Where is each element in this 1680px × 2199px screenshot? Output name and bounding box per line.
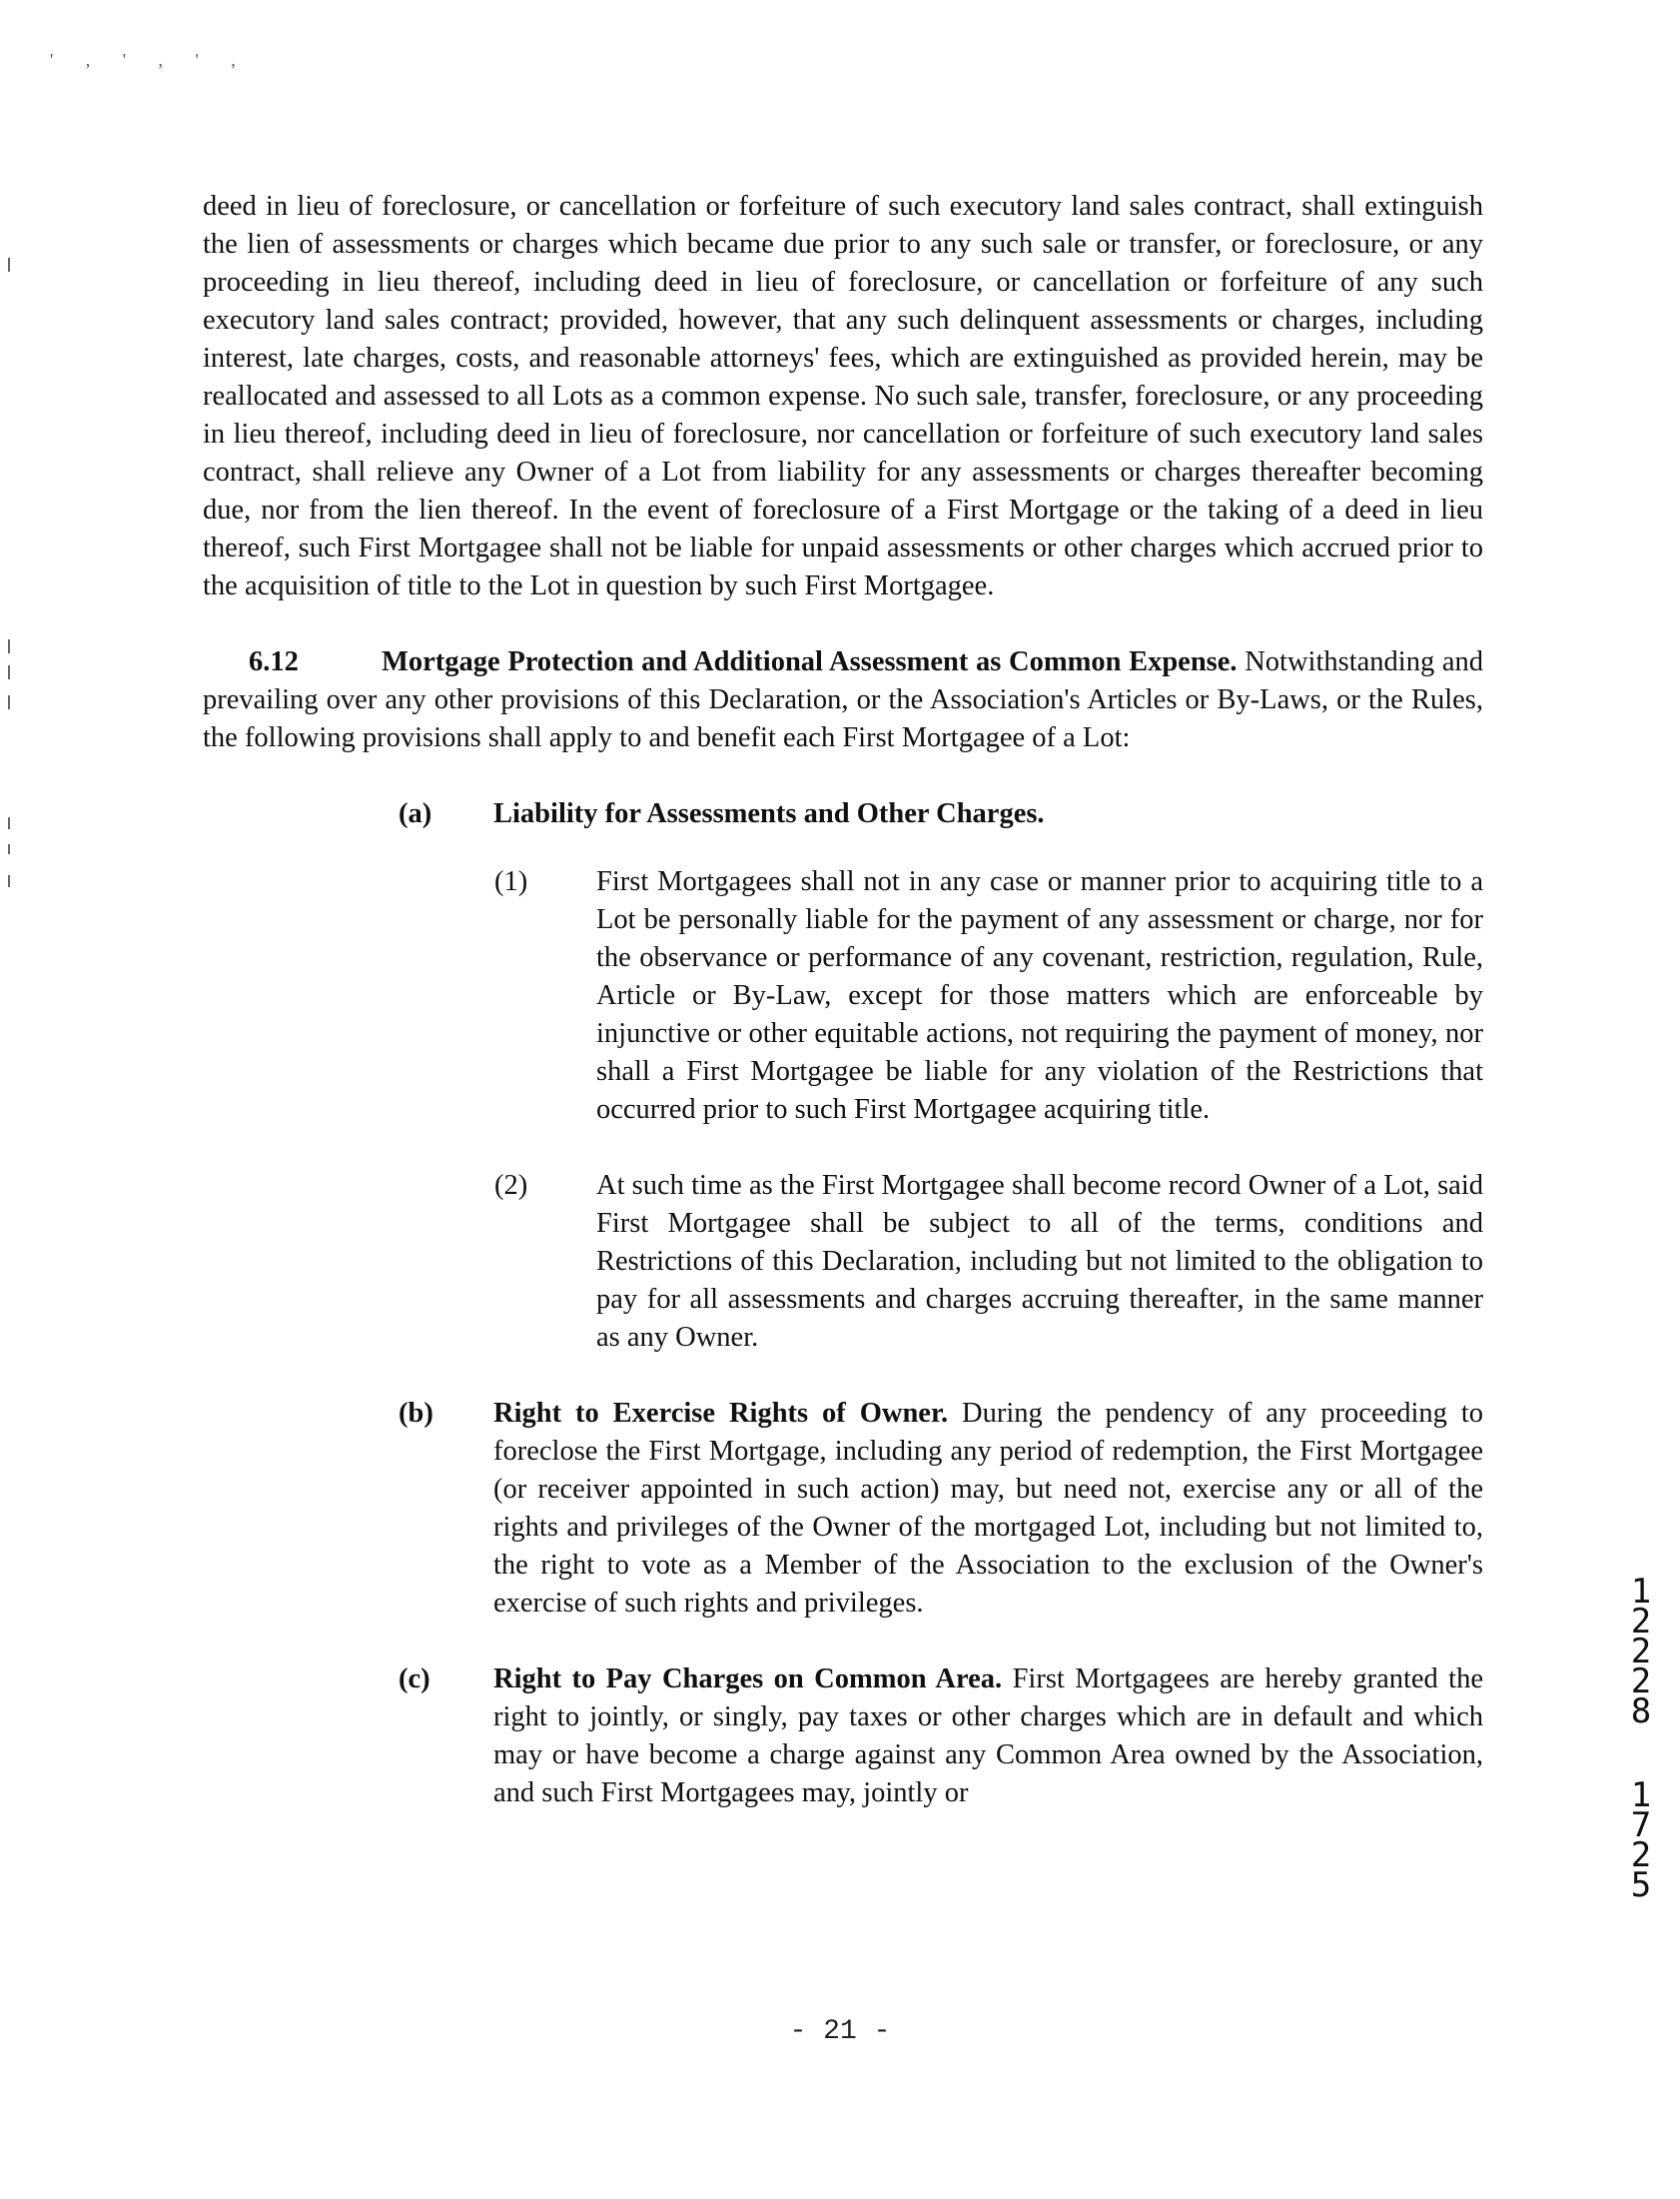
recording-number-top — [1626, 1572, 1656, 1731]
document-body — [203, 188, 1483, 1812]
item-a-title: Liability for Assessments and Other Charges. — [493, 798, 1045, 829]
sub-item-2-label: (2) — [494, 1170, 528, 1201]
sub-item-1-text: First Mortgagees shall not in any case or manner prior to acquiring title to a Lot be personally liable for the payment of any assessment or charge, nor for the observance or performance of any covenant, restriction, regulation, Rule, Article or By-Law, except for those matters which are enforceable by injunctive or other equitable actions, not requiring the payment of money, nor shall a First Mortgagee be liable for any violation of the Restrictions that occurred prior to such First Mortgagee acquiring title. — [596, 866, 1483, 1125]
sub-item-1-label: (1) — [494, 866, 528, 897]
margin-tick — [8, 875, 10, 887]
recording-digit: 2 — [1630, 1632, 1652, 1671]
page-number: - 21 - — [789, 2016, 891, 2047]
item-b-label: (b) — [399, 1398, 433, 1429]
item-b — [399, 1395, 1483, 1623]
recording-digit: 2 — [1630, 1602, 1652, 1642]
margin-tick — [8, 639, 10, 653]
item-c-text: First Mortgagees are hereby granted the right to jointly, or singly, pay taxes or other charges which are in default and which may or have become a charge against any Common Area owned by the Association, and such First Mortgagees may, jointly or — [493, 1663, 1484, 1808]
recording-digit: 5 — [1630, 1865, 1652, 1905]
recording-digit: 8 — [1630, 1691, 1652, 1731]
recording-digit: 1 — [1630, 1775, 1652, 1815]
recording-digit: 2 — [1630, 1661, 1652, 1701]
section-number: 6.12 — [249, 646, 299, 677]
margin-tick — [8, 665, 10, 679]
opening-paragraph: deed in lieu of foreclosure, or cancellation or forfeiture of such executory land sales contract, shall extinguish the lien of assessments or charges which became due prior to any such sale or transfer, or foreclosure, or any proceeding in lieu thereof, including deed in lieu of foreclosure, or cancellation or forfeiture of any such executory land sales contract; provided, however, that any such delinquent assessments or charges, including interest, late charges, costs, and reasonable attorneys' fees, which are extinguished as provided herein, may be reallocated and assessed to all Lots as a common expense. No such sale, transfer, foreclosure, or any proceeding in lieu thereof, including deed in lieu of foreclosure, nor cancellation or forfeiture of such executory land sales contract, shall relieve any Owner of a Lot from liability for any assessments or charges thereafter becoming due, nor from the lien thereof. In the event of foreclosure of a First Mortgage or the taking of a deed in lieu thereof, such First Mortgagee shall not be liable for unpaid assessments or other charges which accrued prior to the acquisition of title to the Lot in question by such First Mortgagee. — [203, 191, 1483, 601]
sub-item-2-text: At such time as the First Mortgagee shall become record Owner of a Lot, said First Mortgagee shall be subject to all of the terms, conditions and Restrictions of this Declaration, including but not limited to the obligation to pay for all assessments and charges accruing thereafter, in the same manner as any Owner. — [596, 1170, 1483, 1353]
section-title: Mortgage Protection and Additional Assessment as Common Expense. — [382, 646, 1238, 677]
item-a-label: (a) — [399, 798, 432, 829]
margin-tick — [8, 695, 10, 709]
item-b-title: Right to Exercise Rights of Owner. — [493, 1398, 949, 1429]
section-intro: Notwithstanding and prevailing over any other provisions of this Declaration, or the Association's Articles or By-Laws, or the Rules, the following provisions shall apply to and benefit each First Mortgagee of a Lot: — [203, 646, 1483, 753]
item-c-title: Right to Pay Charges on Common Area. — [493, 1663, 1003, 1694]
recording-digit: 7 — [1630, 1805, 1652, 1845]
recording-digit: 2 — [1630, 1835, 1652, 1875]
item-a-heading — [399, 795, 1483, 833]
scan-artifact-marks: ' , ' , ' , — [50, 50, 250, 70]
recording-number-bottom — [1626, 1775, 1656, 1905]
sub-item-2 — [494, 1167, 1483, 1357]
margin-tick — [8, 817, 10, 829]
margin-tick — [8, 844, 10, 854]
item-b-text: During the pendency of any proceeding to foreclose the First Mortgage, including any period of redemption, the First Mortgagee (or receiver appointed in such action) may, but need not, exercise any or all of the rights and privileges of the Owner of the mortgaged Lot, including but not limited to, the right to vote as a Member of the Association to the exclusion of the Owner's exercise of such rights and privileges. — [493, 1398, 1483, 1619]
sub-item-1 — [494, 863, 1483, 1129]
item-c-label: (c) — [399, 1663, 430, 1694]
item-c — [399, 1660, 1483, 1812]
section-6-12 — [203, 643, 1483, 757]
margin-tick — [8, 258, 10, 272]
recording-digit: 1 — [1630, 1572, 1652, 1612]
